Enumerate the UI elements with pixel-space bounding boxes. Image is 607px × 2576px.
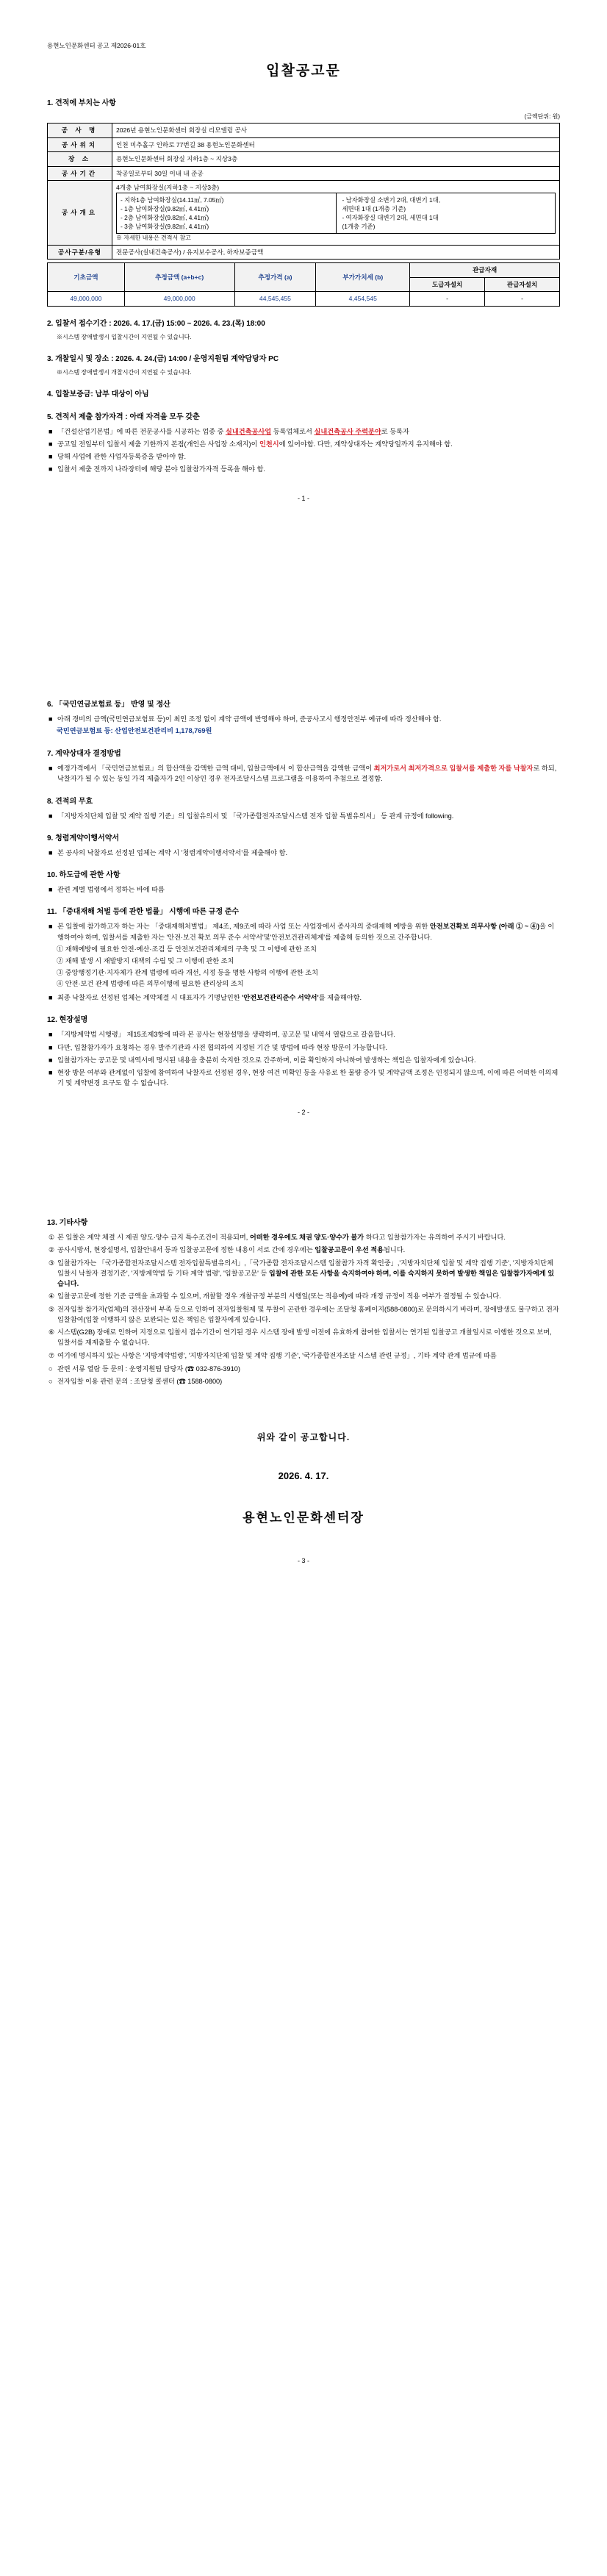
bullet-icon: ■ (49, 453, 53, 461)
table-row (48, 137, 560, 151)
scope-note: ※ 자세한 내용은 견적서 참고 (116, 235, 191, 242)
section-3-title: 3. 개찰일시 및 장소 : 2026. 4. 24.(금) 14:00 / 운영지원팀 계약담당자 PC (47, 354, 279, 363)
item-text-0: 관련 계별 법령에서 정하는 바에 따름 (57, 886, 165, 894)
list-item (47, 1364, 560, 1374)
scope-detail-table (116, 193, 556, 235)
bullet-icon: ■ (49, 1056, 53, 1064)
scope-left-3: - 3층 남여화장실(9.82㎡, 4.41㎡) (121, 223, 209, 231)
contact-0: 관련 서류 열람 등 문의 : 운영지원팀 담당자 (☎ 032-876-3910) (57, 1364, 240, 1373)
list-item (47, 1232, 560, 1242)
scope-right-0: - 남자화장실 소변기 2대, 대변기 1대, (342, 196, 441, 204)
list-item (47, 811, 560, 821)
scope-left-0: - 지하1층 남여화장실(14.11㎡, 7.05㎡) (121, 196, 224, 204)
list-item (47, 1350, 560, 1361)
bullet-icon: ■ (49, 427, 53, 435)
section-11-num-2: ③ 중앙행정기관·지자체가 관계 법령에 따라 개선, 시정 등을 명한 사항의 이행에 관한 조치 (57, 968, 319, 976)
item-text-3: 입찰공고문에 정한 기준 금액을 초과할 수 있으며, 개찰할 경우 개찰규정 부분의 시행일(또는 적용예)에 따라 개정 규정이 적용 여부가 결정될 수 있습니다. (57, 1292, 501, 1300)
closing-date: 2026. 4. 17. (278, 1470, 329, 1482)
section-12-title: 12. 현장설명 (47, 1016, 88, 1025)
scope-right-cell (336, 193, 556, 234)
col-base-amount: 기초금액 (48, 263, 125, 292)
item-text-1: 공사시방서, 현장설명서, 입찰안내서 등과 입찰공고문에 정한 내용이 서로 간에 경우에는 입찰공고문이 우선 적용됩니다. (57, 1246, 406, 1254)
scope-title: 4개층 남여화장실(지하1층 ~ 지상3층) (116, 184, 220, 192)
circle-icon: ○ (49, 1364, 53, 1373)
bullet-icon: ■ (49, 848, 53, 856)
bullet-icon: ④ (49, 1292, 55, 1300)
col-estimated-price: 추정가격 (a) (234, 263, 316, 292)
list-item (47, 1258, 560, 1289)
row-value-type: 전문공사(실내건축공사) / 유지보수공사, 하자보증금액 (112, 245, 560, 259)
scope-left-1: - 1층 남여화장실(9.82㎡, 4.41㎡) (121, 204, 209, 212)
bullet-icon: ① (49, 1234, 55, 1242)
section-9-list (47, 848, 560, 858)
contact-1: 전자입찰 이용 관련 문의 : 조달청 콜센터 (☎ 1588-0800) (57, 1378, 223, 1386)
unit-note: (금액단위: 원) (524, 113, 560, 121)
item-text-1: 다만, 입찰참가자가 요청하는 경우 발주기관과 사전 협의하여 지정된 기간 및 방법에 따라 현장 방문이 가능합니다. (57, 1043, 388, 1051)
bullet-icon: ■ (49, 1043, 53, 1051)
bullet-icon: ③ (49, 1259, 55, 1267)
list-item (47, 1304, 560, 1325)
row-label-location: 공사위치 (48, 137, 112, 151)
section-11-num-0: ① 재해예방에 필요한 안전·예산·조검 등 안전보건관리체계의 구축 및 그 이행에 관한 조치 (57, 945, 317, 953)
item-text-0: 「지방계약법 시행령」 제15조제3항에 따라 본 공사는 현장설명을 생략하며, 공고문 및 내역서 열람으로 갈음합니다. (57, 1031, 395, 1039)
list-item (47, 1291, 560, 1301)
section-5-list (47, 426, 560, 475)
bullet-icon: ⑤ (49, 1305, 55, 1313)
page-title: 입찰공고문 (266, 62, 341, 79)
page-number-2: - 2 - (297, 1108, 309, 1116)
bid-overview-table (47, 123, 560, 260)
scope-right-3: (1개층 기준) (342, 223, 376, 231)
item-text-0: 아래 경비의 금액(국민연금보험료 등)이 최인 조정 없이 계약 금액에 반영해야 하며, 준공사고시 행정안전부 예규에 따라 정산해야 함. (57, 715, 442, 723)
table-row (48, 152, 560, 166)
row-label-period: 공사기간 (48, 166, 112, 180)
item-text-2: 입찰참가자는 공고문 및 내역서에 명시된 내용을 충분히 숙지한 것으로 간주하며, 이를 확인하지 아니하여 발생하는 책임은 입찰자에게 있습니다. (57, 1056, 476, 1064)
item-text-3: 현장 방문 여부와 관계없이 입찰에 참여하여 낙찰자로 선정된 경우, 현장 여건 미확인 등을 사유로 한 물량 증가 및 계약금액 조정은 인정되지 않으며, 이에 따른 어떠한 이의제기 및 계약변경 요구도 할 수 없습니다. (57, 1069, 558, 1087)
page-number-3: - 3 - (297, 1557, 309, 1565)
col-gov-install: 관급자설치 (485, 277, 560, 291)
closing-organization: 용현노인문화센터장 (243, 1510, 364, 1525)
list-item (47, 464, 560, 474)
page-number-1: - 1 - (297, 494, 309, 502)
bullet-icon: ⑥ (49, 1328, 55, 1337)
scope-left-2: - 2층 남여화장실(9.82㎡, 4.41㎡) (121, 213, 209, 221)
item-text-2: 입찰참가자는 「국가종합전자조달시스템 전자입찰특별유의서」,「국가종합 전자조달시스템 입찰참가 자격 확인중」,'지방자치단체 입찰 및 계약 집행 기준', '지방자치단체 입찰시 낙찰자 결정기준', '지방계약법 등 기타 계약 법령', '입찰공고문' 등 입찰에 관한 모든 사항을 숙지하여야 하며, 이를 숙지하지 못하여 발생한 책임은 입찰참가자에게 있습니다. (57, 1259, 555, 1288)
list-item (47, 763, 560, 784)
row-label-place: 장 소 (48, 152, 112, 166)
bid-amount-table (47, 262, 560, 306)
table-row (48, 245, 560, 259)
bullet-icon: ■ (49, 923, 53, 931)
item-text-2: 당해 사업에 관한 사업자등록증을 받아야 함. (57, 453, 187, 461)
col-vat: 부가가치세 (b) (316, 263, 410, 292)
bullet-icon: ■ (49, 886, 53, 894)
section-9-title: 9. 청렴계약이행서약서 (47, 834, 120, 842)
row-value-location: 인천 미추홀구 인하로 77번길 38 용현노인문화센터 (112, 137, 560, 151)
col-estimated-amount: 추정금액 (a+b+c) (124, 263, 234, 292)
list-item (47, 1067, 560, 1089)
section-8-list (47, 811, 560, 821)
val-estimated-price: 44,545,455 (234, 292, 316, 306)
table-row (48, 292, 560, 306)
section-3-note: ※시스템 장애발생시 개찰시간이 지연될 수 있습니다. (57, 368, 192, 376)
item-text-0: 「건설산업기본법」에 따른 전문공사를 시공하는 업종 중 실내건축공사업 등록업체로서 실내건축공사 주력분야로 등록자 (57, 427, 409, 435)
item-text-0: 본 공사의 낙찰자로 선정된 업체는 계약 시 '청렴계약이행서약서'를 제출해야 함. (57, 848, 288, 856)
row-label-project-name: 공 사 명 (48, 124, 112, 137)
section-8-title: 8. 견적의 무효 (47, 797, 93, 806)
row-value-period: 착공일로부터 30일 이내 내 준공 (112, 166, 560, 180)
list-item (47, 1245, 560, 1255)
closing-statement: 위와 같이 공고합니다. (256, 1432, 351, 1443)
table-row (48, 181, 560, 246)
val-base-amount: 49,000,000 (48, 292, 125, 306)
item-text-5: 시스템(G2B) 장애로 인하여 지정으로 입찰서 접수기간이 연기된 경우 시스템 장애 발생 이전에 유효하게 참여한 입찰서는 연기된 입찰공고 개찰일시로 이행한 것으로 보며, 입찰서를 재제출할 수 없습니다. (57, 1328, 552, 1347)
item-text-0: 「지방자치단체 입찰 및 계약 집행 기준」의 입찰유의서 및 「국가종합전자조달시스템 전자 입찰 특별유의서」 등 관계 규정에 following. (57, 812, 454, 820)
item-text-tail: 최종 낙찰자로 선정된 업체는 계약체결 시 대표자가 기명날인한 '안전보건관리준수 서약서'를 제출해야함. (57, 994, 362, 1002)
section-2-note: ※시스템 장애발생시 입찰시간이 지연될 수 있습니다. (57, 333, 192, 340)
bullet-icon: ⑦ (49, 1351, 55, 1359)
bullet-icon: ② (49, 1246, 55, 1254)
circle-icon: ○ (49, 1378, 53, 1386)
list-item (47, 1042, 560, 1053)
row-value-scope (112, 181, 560, 246)
val-gov-install: - (485, 292, 560, 306)
bullet-icon: ■ (49, 1069, 53, 1077)
row-value-project-name: 2026년 용현노인문화센터 회장실 리모델링 공사 (112, 124, 560, 137)
list-item (47, 439, 560, 449)
item-text-4: 전자입찰 참가자(업체)의 전산장비 부족 등으로 인하여 전자입찰원제 및 투찰이 곤란한 경우에는 조달청 홈페이지(588-0800)로 문의하시기 바라며, 장애발생도 불구하고 전자입찰참여(입찰 이행하지 않은 보완되는 있은 책임은 입찰자에게 있습니다. (57, 1305, 559, 1323)
row-label-scope: 공사개요 (48, 181, 112, 246)
section-12-list (47, 1029, 560, 1088)
section-10-title: 10. 하도급에 관한 사항 (47, 871, 121, 880)
section-1-title: 1. 견적에 부치는 사항 (47, 99, 116, 108)
table-row (117, 193, 556, 234)
list-item (47, 1029, 560, 1040)
row-label-type: 공사구분/유형 (48, 245, 112, 259)
section-6-title: 6. 「국민연금보험료 등」 반영 및 정산 (47, 701, 170, 709)
section-10-list (47, 884, 560, 895)
scope-left-cell (117, 193, 337, 234)
table-row (48, 263, 560, 277)
section-13-list (47, 1232, 560, 1361)
item-text-0: 예정가격에서 「국민연금보험료」의 합산액을 감액한 금액 대비, 입찰금액에서 이 합산금액을 감액한 금액이 최저가로서 최저가격으로 입찰서를 제출한 자를 낙찰자로 하되, 낙찰자가 될 수 있는 동일 가격 제출자가 2인 이상인 경우 전자조달시스템 프로그램을 이용하여 추첨으로 결정함. (57, 765, 557, 783)
bullet-icon: ■ (49, 465, 53, 473)
row-value-place: 용현노인문화센터 회장실 지하1층 ~ 지상3층 (112, 152, 560, 166)
section-11-title: 11. 「중대재해 처벌 등에 관한 법률」 시행에 따른 규정 준수 (47, 908, 240, 917)
section-11-list (47, 921, 560, 942)
section-2-title: 2. 입찰서 접수기간 : 2026. 4. 17.(금) 15:00 ~ 2026. 4. 23.(목) 18:00 (47, 319, 265, 328)
list-item (47, 714, 560, 724)
doc-header: 용현노인문화센터 공고 제2026-01호 (47, 42, 146, 49)
list-item (47, 1055, 560, 1065)
section-5-title: 5. 견적서 제출 참가자격 : 아래 자격을 모두 갖춘 (47, 412, 200, 421)
val-contractor-install: - (410, 292, 485, 306)
scope-right-2: - 여자화장실 대변기 2대, 세면대 1대 (342, 213, 439, 221)
scope-right-1: 세면대 1대 (1개층 기준) (342, 204, 406, 212)
list-item (47, 921, 560, 942)
list-item (47, 426, 560, 437)
section-7-list (47, 763, 560, 784)
val-estimated-amount: 49,000,000 (124, 292, 234, 306)
list-item (47, 451, 560, 462)
bullet-icon: ■ (49, 1031, 53, 1039)
list-item (47, 1376, 560, 1387)
list-item (47, 848, 560, 858)
item-text-1: 공고일 전일부터 입찰서 제출 기한까지 본점(개인은 사업장 소재지)이 인천시에 있어야함. 다만, 계약상대자는 계약당일까지 유지해야 함. (57, 440, 453, 448)
page-break-spacer-2 (47, 1117, 560, 1206)
bullet-icon: ■ (49, 715, 53, 723)
section-13-title: 13. 기타사항 (47, 1219, 88, 1228)
item-text-6: 여기에 명시하지 있는 사항은 '지방계약법령', '지방자치단체 입찰 및 계약 집행 기준', '국가종합전자조달 시스템 관련 규정」, 기타 계약 관계 법규에 따름 (57, 1351, 497, 1359)
section-13-contacts (47, 1364, 560, 1387)
bullet-icon: ■ (49, 994, 53, 1002)
table-row (48, 124, 560, 137)
list-item (47, 1327, 560, 1348)
item-text-3: 입찰서 제출 전까지 나라장터에 해당 분야 입찰참가자격 등록을 해야 함. (57, 465, 265, 473)
section-11-tail-list (47, 992, 560, 1003)
col-gov-material: 관급자재 (410, 263, 560, 277)
table-row (48, 166, 560, 180)
section-4-title: 4. 입찰보증금: 납부 대상이 아님 (47, 390, 149, 398)
section-7-title: 7. 계약상대자 결정방법 (47, 750, 121, 759)
section-11-num-1: ② 재해 발생 시 재발방지 대책의 수립 및 그 이행에 관한 조치 (57, 956, 234, 965)
list-item (47, 992, 560, 1003)
section-6-list (47, 714, 560, 724)
val-vat: 4,454,545 (316, 292, 410, 306)
list-item (47, 884, 560, 895)
item-text-0: 본 입찰은 계약 체결 시 제권 양도·양수 금지 특수조건이 적용되며, 어떠한 경우에도 채권 양도·양수가 불가 하다고 입찰참가자는 유의하여 주시기 바랍니다. (57, 1234, 506, 1242)
col-contractor-install: 도급자설치 (410, 277, 485, 291)
bullet-icon: ■ (49, 812, 53, 820)
bullet-icon: ■ (49, 440, 53, 448)
item-text-0: 본 입찰에 참가하고자 하는 자는 「중대재해처벌법」 제4조, 제9조에 따라 사업 또는 사업장에서 종사자의 중대재해 예방을 위한 안전보건확보 의무사항 (아래 ① ~ ④)을 이행하여야 하며, 입찰서를 제출한 자는 '안전·보건 확보 의무 준수 서약서'및'안전보건관리체계'를 제출해 동의한 것으로 간주합니다. (57, 923, 555, 941)
section-11-num-3: ④ 안전·보건 관계 법령에 따른 의무이행에 필요한 관리상의 조치 (57, 980, 244, 988)
bullet-icon: ■ (49, 765, 53, 773)
section-6-sub: 국민연금보험료 등: 산업안전보건관리비 1,178,769원 (57, 727, 212, 735)
page-break-spacer-1 (47, 504, 560, 687)
